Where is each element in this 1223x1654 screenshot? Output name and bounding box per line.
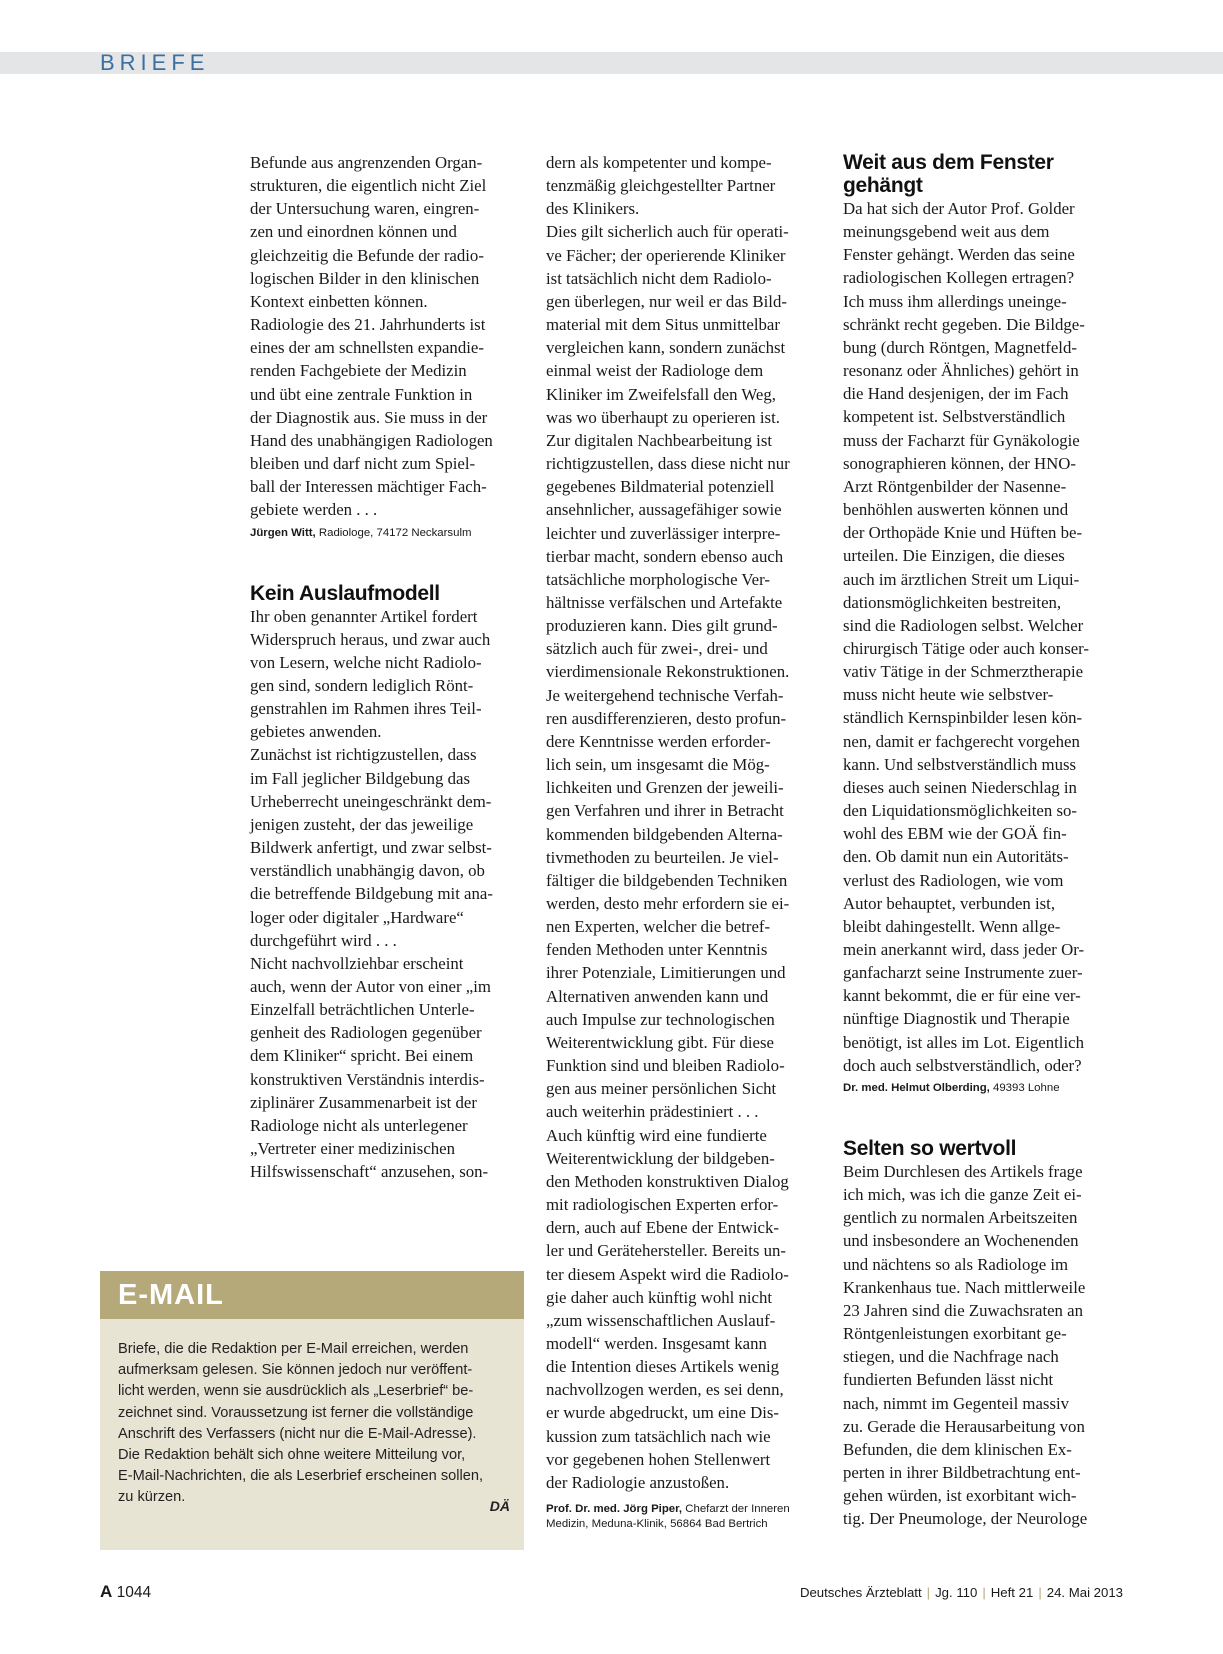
text-line: dere Kenntnisse werden erforder- bbox=[546, 731, 771, 751]
text-line: gentlich zu normalen Arbeitszeiten bbox=[843, 1208, 1078, 1228]
text-line: die Intention dieses Artikels wenig bbox=[546, 1357, 780, 1377]
text-line: benhöhlen auswerten können und bbox=[843, 500, 1069, 520]
text-line: durchgeführt wird . . . bbox=[250, 930, 397, 950]
text-line: renden Fachgebiete der Medizin bbox=[250, 361, 467, 381]
signature-affiliation: 49393 Lohne bbox=[989, 1081, 1060, 1094]
text-line: er wurde abgedruckt, um eine Dis- bbox=[546, 1403, 779, 1423]
text-line: dem Kliniker“ spricht. Bei einem bbox=[250, 1046, 474, 1066]
text-line: nach, nimmt im Gegenteil massiv bbox=[843, 1393, 1070, 1413]
text-line: strukturen, die eigentlich nicht Ziel bbox=[250, 176, 487, 196]
text-line: benötigt, ist alles im Lot. Eigentlich bbox=[843, 1032, 1084, 1052]
text-line: Beim Durchlesen des Artikels frage bbox=[843, 1161, 1083, 1181]
text-line: auch Impulse zur technologischen bbox=[546, 1009, 775, 1029]
journal-issue: Heft 21 bbox=[990, 1585, 1034, 1600]
text-line: Weiterentwicklung der bildgeben- bbox=[546, 1148, 775, 1168]
text-line: tierbar macht, sondern ebenso auch bbox=[546, 546, 784, 566]
text-line: verlust des Radiologen, wie vom bbox=[843, 870, 1064, 890]
text-line: dieses auch seinen Niederschlag in bbox=[843, 777, 1077, 797]
text-line: werden, desto mehr erfordern sie ei- bbox=[546, 894, 790, 913]
email-box-signature: DÄ bbox=[489, 1498, 510, 1514]
text-line: Zunächst ist richtigzustellen, dass bbox=[250, 745, 477, 765]
text-line: kann. Und selbstverständlich muss bbox=[843, 754, 1077, 774]
text-line: muss nicht heute wie selbstver- bbox=[843, 685, 1054, 705]
text-line: gebietes anwenden. bbox=[250, 722, 382, 742]
text-line: doch auch selbstverständlich, oder? bbox=[843, 1055, 1082, 1075]
letter-olberding-signature bbox=[843, 1081, 1121, 1096]
text-line: fenden Methoden unter Kenntnis bbox=[546, 940, 768, 960]
text-line: Nicht nachvollziehbar erscheint bbox=[250, 953, 464, 973]
text-line: Auch künftig wird eine fundierte bbox=[546, 1125, 767, 1145]
text-line: kannt bekommt, die er für eine ver- bbox=[843, 986, 1081, 1006]
text-line: gen sind, sondern lediglich Rönt- bbox=[250, 675, 474, 695]
text-line: Anschrift des Verfassers (nicht nur die E-Mail-Adresse). bbox=[118, 1425, 477, 1442]
text-line: vergleichen kann, sondern zunächst bbox=[546, 338, 786, 358]
text-line: „Vertreter einer medizinischen bbox=[250, 1139, 455, 1159]
text-line: der Diagnostik aus. Sie muss in der bbox=[250, 407, 488, 427]
letter-heading-kein-auslaufmodell: Kein Auslaufmodell bbox=[250, 581, 440, 605]
text-line: ständlich Kernspinbilder lesen kön- bbox=[843, 708, 1083, 728]
text-line: jenigen zusteht, der das jeweilige bbox=[250, 814, 474, 834]
email-box-text bbox=[118, 1339, 508, 1509]
text-line: material mit dem Situs unmittelbar bbox=[546, 315, 780, 335]
text-line: Hilfswissenschaft“ anzusehen, son- bbox=[250, 1162, 489, 1182]
page-number bbox=[100, 1582, 151, 1603]
page-prefix: A bbox=[100, 1582, 113, 1601]
text-line: modell“ werden. Insgesamt kann bbox=[546, 1333, 767, 1353]
text-line: Ich muss ihm allerdings uneinge- bbox=[843, 291, 1067, 311]
text-line: Die Redaktion behält sich ohne weitere Mitteilung vor, bbox=[118, 1447, 466, 1464]
signature-affiliation: Chefarzt der Inneren bbox=[682, 1503, 790, 1516]
column-3 bbox=[843, 151, 1121, 1530]
text-line: Alternativen anwenden kann und bbox=[546, 986, 769, 1006]
letter-witt-body bbox=[250, 151, 522, 522]
text-line: mein anerkannt wird, dass jeder Or- bbox=[843, 940, 1085, 959]
text-line: hältnisse verfälschen und Artefakte bbox=[546, 592, 783, 612]
text-line: dern, auch auf Ebene der Entwick- bbox=[546, 1218, 779, 1238]
text-line: gebiete werden . . . bbox=[250, 500, 378, 520]
text-line: zeichnet sind. Voraussetzung ist ferner die vollständige bbox=[118, 1404, 474, 1421]
text-line: Arzt Röntgenbilder der Nasenne- bbox=[843, 476, 1067, 496]
text-line: gen überlegen, nur weil er das Bild- bbox=[546, 291, 787, 311]
email-box-title: E-MAIL bbox=[118, 1279, 224, 1311]
text-line: ganfacharzt seine Instrumente zuer- bbox=[843, 963, 1083, 983]
text-line: den Methoden konstruktiven Dialog bbox=[546, 1171, 789, 1191]
text-line: Widerspruch heraus, und zwar auch bbox=[250, 629, 491, 649]
text-line: Ihr oben genannter Artikel fordert bbox=[250, 606, 478, 626]
text-line: ziplinärer Zusammenarbeit ist der bbox=[250, 1092, 477, 1112]
signature-affiliation: Radiologe, 74172 Neckarsulm bbox=[315, 526, 472, 539]
text-line: Röntgenleistungen exorbitant ge- bbox=[843, 1324, 1067, 1344]
text-line: nünftige Diagnostik und Therapie bbox=[843, 1009, 1070, 1029]
text-line: und insbesondere an Wochenenden bbox=[843, 1231, 1079, 1251]
text-line: chirurgisch Tätige oder auch konser- bbox=[843, 638, 1090, 658]
letter-selten-so-wertvoll-body bbox=[843, 1160, 1121, 1531]
text-line: wohl des EBM wie der GOÄ fin- bbox=[843, 824, 1067, 844]
text-line: einmal weist der Radiologe dem bbox=[546, 361, 764, 381]
text-line: stiegen, und die Nachfrage nach bbox=[843, 1347, 1059, 1367]
text-line: Hand des unabhängigen Radiologen bbox=[250, 430, 493, 450]
text-line: produzieren kann. Dies gilt grund- bbox=[546, 616, 778, 636]
publication-info: Deutsches Ärzteblatt | Jg. 110 | Heft 21 | 24. Mai 2013 bbox=[799, 1585, 1123, 1600]
email-box-header bbox=[100, 1271, 524, 1319]
text-line: Autor behauptet, verbunden ist, bbox=[843, 893, 1056, 913]
text-line: ich mich, was ich die ganze Zeit ei- bbox=[843, 1185, 1082, 1205]
text-line: dationsmöglichkeiten bestreiten, bbox=[843, 592, 1062, 612]
text-line: Einzelfall beträchtlichen Unterle- bbox=[250, 1000, 475, 1020]
letter-witt-signature bbox=[250, 526, 522, 541]
column-2 bbox=[546, 151, 828, 1532]
text-line: eines der am schnellsten expandie- bbox=[250, 338, 484, 358]
text-line: zen und einordnen können und bbox=[250, 222, 457, 242]
letter-heading-weit-aus-dem-fenster bbox=[843, 151, 1121, 197]
text-line: tatsächliche morphologische Ver- bbox=[546, 569, 770, 589]
text-line: im Fall jeglicher Bildgebung das bbox=[250, 768, 470, 788]
signature-affiliation-line2: Medizin, Meduna-Klinik, 56864 Bad Bertrich bbox=[546, 1518, 768, 1531]
text-line: sind die Radiologen selbst. Welcher bbox=[843, 615, 1084, 635]
text-line: loger oder digitaler „Hardware“ bbox=[250, 907, 464, 927]
text-line: konstruktiven Verständnis interdis- bbox=[250, 1069, 485, 1089]
text-line: urteilen. Die Einzigen, die dieses bbox=[843, 546, 1065, 566]
text-line: ball der Interessen mächtiger Fach- bbox=[250, 477, 487, 497]
text-line: lich sein, um insgesamt die Mög- bbox=[546, 755, 770, 775]
text-line: Radiologie des 21. Jahrhunderts ist bbox=[250, 315, 486, 335]
text-line: Kliniker im Zweifelsfall den Weg, bbox=[546, 384, 776, 404]
text-line: zu. Gerade die Herausarbeitung von bbox=[843, 1416, 1085, 1436]
text-line: Bildwerk anfertigt, und zwar selbst- bbox=[250, 838, 492, 858]
text-line: ler und Gerätehersteller. Bereits un- bbox=[546, 1241, 786, 1261]
text-line: Kontext einbetten können. bbox=[250, 291, 428, 311]
journal-volume: Jg. 110 bbox=[935, 1585, 978, 1600]
text-line: Krankenhaus tue. Nach mittlerweile bbox=[843, 1277, 1086, 1297]
text-line: sonographieren können, der HNO- bbox=[843, 453, 1077, 473]
text-line: nen Experten, welcher die betref- bbox=[546, 917, 771, 937]
text-line: gleichzeitig die Befunde der radio- bbox=[250, 245, 484, 265]
text-line: des Klinikers. bbox=[546, 199, 640, 219]
text-line: den. Ob damit nun ein Autoritäts- bbox=[843, 847, 1069, 867]
text-line: was wo überhaupt zu operieren ist. bbox=[546, 407, 780, 427]
text-line: kompetent ist. Selbstverständlich bbox=[843, 407, 1066, 427]
text-line: bleibt dahingestellt. Wenn allge- bbox=[843, 916, 1061, 936]
letter-piper-signature bbox=[546, 1502, 828, 1532]
text-line: bung (durch Röntgen, Magnetfeld- bbox=[843, 337, 1077, 357]
text-line: Briefe, die die Redaktion per E-Mail erreichen, werden bbox=[118, 1341, 469, 1357]
text-line: Zur digitalen Nachbearbeitung ist bbox=[546, 430, 773, 450]
text-line: ren ausdifferenzieren, desto profun- bbox=[546, 708, 787, 728]
letter-kein-auslaufmodell-body bbox=[250, 605, 522, 1184]
text-line: licht werden, wenn sie ausdrücklich als „Leserbrief“ be- bbox=[118, 1383, 474, 1400]
text-line: ist tatsächlich nicht dem Radiolo- bbox=[546, 268, 772, 288]
text-line: kommenden bildgebenden Alterna- bbox=[546, 824, 783, 844]
text-line: nen, damit er fachgerecht vorgehen bbox=[843, 731, 1080, 751]
text-line: auch weiterhin prädestiniert . . . bbox=[546, 1102, 759, 1122]
text-line: nachvollzogen werden, es sei denn, bbox=[546, 1380, 784, 1400]
text-line: sätzlich auch für zwei-, drei- und bbox=[546, 639, 768, 659]
text-line: der Radiologie anzustoßen. bbox=[546, 1472, 730, 1492]
letter-piper-body bbox=[546, 151, 828, 1494]
text-line: tig. Der Pneumologe, der Neurologe bbox=[843, 1509, 1088, 1529]
text-line: Weit aus dem Fenster bbox=[843, 151, 1054, 174]
text-line: bleiben und darf nicht zum Spiel- bbox=[250, 454, 476, 474]
text-line: gehen würden, ist exorbitant wich- bbox=[843, 1486, 1077, 1506]
text-line: gen aus meiner persönlichen Sicht bbox=[546, 1079, 777, 1099]
text-line: verständlich unabhängig davon, ob bbox=[250, 861, 485, 881]
letter-weit-aus-dem-fenster-body bbox=[843, 197, 1121, 1077]
issue-date: 24. Mai 2013 bbox=[1046, 1585, 1123, 1600]
text-line: Weiterentwicklung gibt. Für diese bbox=[546, 1032, 774, 1052]
text-line: vativ Tätige in der Schmerztherapie bbox=[843, 662, 1084, 682]
text-line: resonanz oder Ähnliches) gehört in bbox=[843, 361, 1079, 381]
text-line: tivmethoden zu beurteilen. Je viel- bbox=[546, 847, 779, 867]
text-line: von Lesern, welche nicht Radiolo- bbox=[250, 652, 482, 672]
signature-name: Jürgen Witt, bbox=[250, 526, 316, 539]
text-line: gehängt bbox=[843, 174, 923, 197]
text-line: auch im ärztlichen Streit um Liqui- bbox=[843, 569, 1080, 589]
text-line: ansehnlicher, aussagefähiger sowie bbox=[546, 500, 782, 520]
text-line: der Orthopäde Knie und Hüften be- bbox=[843, 523, 1083, 543]
text-line: leichter und zuverlässiger interpre- bbox=[546, 523, 781, 543]
text-line: meinungsgebend weit aus dem bbox=[843, 222, 1050, 242]
text-line: dern als kompetenter und kompe- bbox=[546, 153, 772, 172]
text-line: ter diesem Aspekt wird die Radiolo- bbox=[546, 1264, 789, 1284]
text-line: Befunde aus angrenzenden Organ- bbox=[250, 153, 483, 172]
text-line: vor gegebenen hohen Stellenwert bbox=[546, 1449, 771, 1469]
text-line: gie daher auch künftig wohl nicht bbox=[546, 1287, 773, 1307]
text-line: auch, wenn der Autor von einer „im bbox=[250, 977, 491, 996]
text-line: mit radiologischen Experten erfor- bbox=[546, 1195, 779, 1215]
text-line: Dies gilt sicherlich auch für operati- bbox=[546, 222, 789, 242]
journal-name: Deutsches Ärzteblatt bbox=[799, 1585, 922, 1600]
text-line: kussion zum tatsächlich nach wie bbox=[546, 1426, 771, 1446]
text-line: die betreffende Bildgebung mit ana- bbox=[250, 884, 493, 904]
text-line: tenzmäßig gleichgestellter Partner bbox=[546, 176, 776, 196]
email-info-box bbox=[100, 1271, 524, 1550]
text-line: schränkt recht gegeben. Die Bildge- bbox=[843, 314, 1085, 334]
text-line: genstrahlen im Rahmen ihres Teil- bbox=[250, 699, 482, 719]
text-line: Je weitergehend technische Verfah- bbox=[546, 685, 784, 705]
text-line: den Liquidationsmöglichkeiten so- bbox=[843, 801, 1077, 821]
signature-name: Prof. Dr. med. Jörg Piper, bbox=[546, 1503, 683, 1516]
text-line: logischen Bilder in den klinischen bbox=[250, 268, 480, 288]
text-line: ihrer Potenziale, Limitierungen und bbox=[546, 963, 786, 983]
text-line: zu kürzen. bbox=[118, 1489, 186, 1506]
text-line: und übt eine zentrale Funktion in bbox=[250, 384, 473, 404]
signature-name: Dr. med. Helmut Olberding, bbox=[843, 1081, 990, 1094]
text-line: genheit des Radiologen gegenüber bbox=[250, 1023, 482, 1043]
text-line: der Untersuchung waren, eingren- bbox=[250, 199, 480, 219]
text-line: Funktion sind und bleiben Radiolo- bbox=[546, 1056, 785, 1076]
text-line: gegebenes Bildmaterial potenziell bbox=[546, 477, 775, 497]
text-line: Fenster gehängt. Werden das seine bbox=[843, 245, 1075, 265]
text-line: gen Verfahren und ihrer in Betracht bbox=[546, 801, 784, 821]
text-line: lichkeiten und Grenzen der jeweili- bbox=[546, 778, 784, 798]
text-line: perten in ihrer Bildbetrachtung ent- bbox=[843, 1462, 1081, 1482]
page-number-value: 1044 bbox=[116, 1584, 152, 1601]
text-line: 23 Jahren sind die Zuwachsraten an bbox=[843, 1300, 1083, 1320]
text-line: vierdimensionale Rekonstruktionen. bbox=[546, 662, 790, 682]
text-line: aufmerksam gelesen. Sie können jedoch nur veröffent- bbox=[118, 1362, 473, 1379]
text-line: muss der Facharzt für Gynäkologie bbox=[843, 430, 1080, 450]
text-line: die Hand desjenigen, der im Fach bbox=[843, 384, 1069, 404]
text-line: fältiger die bildgebenden Techniken bbox=[546, 870, 788, 890]
text-line: richtigzustellen, dass diese nicht nur bbox=[546, 454, 790, 474]
text-line: radiologischen Kollegen ertragen? bbox=[843, 268, 1075, 288]
text-line: und nächtens so als Radiologe im bbox=[843, 1254, 1069, 1274]
text-line: „zum wissenschaftlichen Auslauf- bbox=[546, 1310, 776, 1330]
text-line: Da hat sich der Autor Prof. Golder bbox=[843, 199, 1075, 218]
section-title: BRIEFE bbox=[100, 50, 210, 75]
letter-heading-selten-so-wertvoll: Selten so wertvoll bbox=[843, 1136, 1017, 1160]
text-line: Befunden, die dem klinischen Ex- bbox=[843, 1439, 1072, 1459]
text-line: Radiologe nicht als unterlegener bbox=[250, 1115, 468, 1135]
text-line: ve Fächer; der operierende Kliniker bbox=[546, 245, 786, 265]
column-1 bbox=[250, 151, 522, 1183]
text-line: E-Mail-Nachrichten, die als Leserbrief erscheinen sollen, bbox=[118, 1468, 484, 1485]
text-line: Urheberrecht uneingeschränkt dem- bbox=[250, 791, 492, 811]
text-line: fundierten Befunden lässt nicht bbox=[843, 1370, 1054, 1390]
